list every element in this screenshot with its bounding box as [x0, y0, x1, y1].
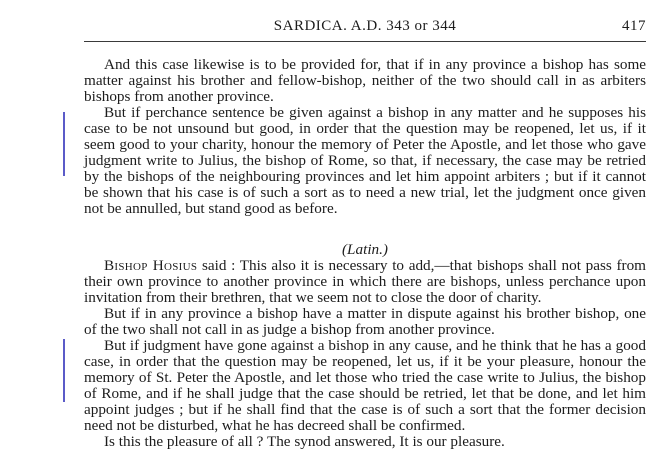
margin-marker-bar — [63, 339, 65, 402]
running-title: SARDICA. A.D. 343 or 344 — [273, 18, 457, 34]
greek-version-text — [84, 57, 646, 217]
paragraph: Is this the pleasure of all ? The synod answered, It is our pleasure. — [104, 433, 505, 450]
header-rule — [84, 41, 646, 42]
latin-version-text — [84, 242, 646, 450]
page-header — [84, 18, 646, 38]
speaker-name: Bishop Hosius — [104, 257, 198, 274]
paragraph: But if in any province a bishop have a matter in dispute against his brother bishop, one of the two shall not call in as judge a bishop from another province. — [84, 305, 646, 338]
paragraph: But if perchance sentence be given against a bishop in any matter and he supposes his case to be not unsound but good, in order that the question may be reopened, let us, if it seem good to your charity, honour the memory of Peter the Apostle, and let those who gave judgment write to Julius, the bishop of Rome, so that, if necessary, the case may be retried by the bishops of the neighbouring provinces and let him appoint arbiters ; but if it cannot be shown that his case is of such a sort as to need a new trial, let the judgment once given not be annulled, but stand good as before. — [84, 104, 646, 217]
paragraph: But if judgment have gone against a bishop in any cause, and he think that he has a good case, in order that the question may be reopened, let us, if it be your pleasure, honour the memory of St. Peter the Apostle, and let those who tried the case write to Julius, the bishop of Rome, and if he shall judge that the case should be retried, let that be done, and let him appoint judges ; but if he shall find that the case is of such a sort that the former decision need not be disturbed, what he has decreed shall be confirmed. — [84, 337, 646, 434]
page-number: 417 — [622, 18, 646, 34]
section-heading: (Latin.) — [342, 241, 388, 258]
paragraph: And this case likewise is to be provided for, that if in any province a bishop has some matter against his brother and fellow-bishop, neither of the two should call in as arbiters bishops from another province. — [84, 56, 646, 105]
paragraph-text: said : This also it is necessary to add,—that bishops shall not pass from their own province to another province in which there are bishops, unless perchance upon invitation from their brethren, that we seem not to close the door of charity. — [84, 257, 646, 306]
margin-marker-bar — [63, 112, 65, 176]
paragraph — [84, 258, 646, 306]
